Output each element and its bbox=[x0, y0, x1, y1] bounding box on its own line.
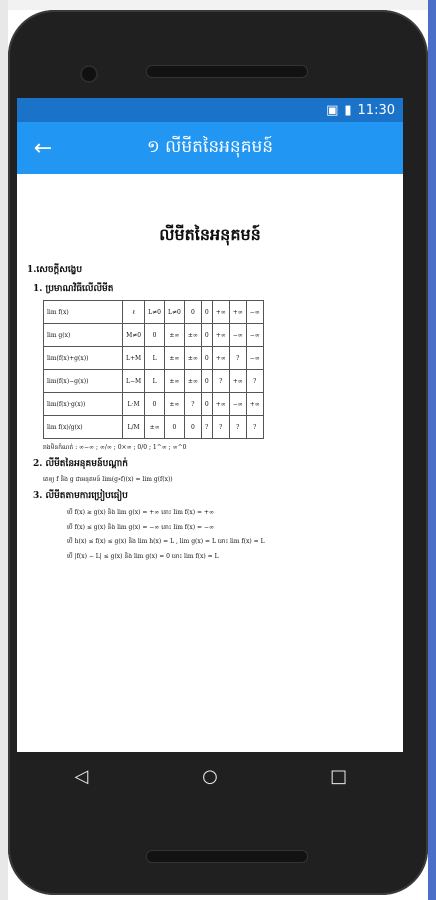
status-time: 11:30 bbox=[357, 102, 395, 118]
table-cell: 0 bbox=[165, 416, 185, 439]
table-cell: ? bbox=[201, 416, 212, 439]
table-cell: 0 bbox=[201, 347, 212, 370]
table-cell: lim(f(x)−g(x)) bbox=[44, 370, 123, 393]
limit-table bbox=[43, 300, 264, 439]
table-cell: +∞ bbox=[212, 347, 229, 370]
table-cell: 0 bbox=[201, 393, 212, 416]
table-cell: ? bbox=[212, 370, 229, 393]
indeterminate-forms: រាងមិនកំណត់ : ∞−∞ ; ∞/∞ ; 0×∞ ; 0/0 ; 1^∞ ; ∞^0 bbox=[43, 444, 187, 451]
table-cell: lim f(x) bbox=[44, 301, 123, 324]
background-right bbox=[428, 0, 436, 900]
table-cell: −∞ bbox=[246, 301, 263, 324]
nav-back-icon[interactable]: ◁ bbox=[74, 765, 89, 787]
back-arrow-icon[interactable]: ← bbox=[33, 135, 53, 161]
table-cell: 0 bbox=[145, 393, 165, 416]
table-row bbox=[44, 324, 264, 347]
bullet-3: បើ h(x) ≤ f(x) ≤ g(x) និង lim h(x) = L , lim g(x) = L នោះ lim f(x) = L bbox=[67, 538, 265, 546]
table-cell: ℓ bbox=[123, 301, 145, 324]
battery-icon: ▮ bbox=[344, 102, 352, 118]
table-cell: lim g(x) bbox=[44, 324, 123, 347]
subsection-operations: 1. ប្រមាណវិធីលើលីមីត bbox=[33, 284, 114, 294]
table-cell: ±∞ bbox=[165, 324, 185, 347]
table-cell: ? bbox=[184, 393, 201, 416]
table-cell: lim(f(x)·g(x)) bbox=[44, 393, 123, 416]
android-nav-bar bbox=[17, 752, 403, 800]
table-cell: L≠0 bbox=[165, 301, 185, 324]
composite-text: គេឲ្យ f និង g ជាអនុគមន៍ lim(g∘f)(x) = lim g(f(x)) bbox=[43, 476, 173, 483]
table-row bbox=[44, 393, 264, 416]
table-cell: ±∞ bbox=[165, 347, 185, 370]
subsection-composite: 2. លីមីតនៃអនុគមន៍បណ្ដាក់ bbox=[33, 459, 128, 469]
table-cell: ±∞ bbox=[165, 370, 185, 393]
nav-home-icon[interactable]: ○ bbox=[202, 765, 218, 787]
table-cell: ±∞ bbox=[184, 347, 201, 370]
browser-strip bbox=[0, 0, 436, 10]
table-cell: L+M bbox=[123, 347, 145, 370]
table-cell: lim(f(x)+g(x)) bbox=[44, 347, 123, 370]
bullet-1: បើ f(x) ≥ g(x) និង lim g(x) = +∞ នោះ lim f(x) = +∞ bbox=[67, 509, 214, 516]
table-cell: 0 bbox=[145, 324, 165, 347]
table-cell: −∞ bbox=[229, 324, 246, 347]
table-cell: ? bbox=[212, 416, 229, 439]
table-cell: ? bbox=[229, 416, 246, 439]
subsection-comparison: 3. លីមីតតាមការប្រៀបធៀប bbox=[33, 491, 128, 501]
app-screen bbox=[17, 98, 403, 752]
table-cell: 0 bbox=[201, 301, 212, 324]
section-summary: 1.សេចក្ដីសង្ខេប bbox=[27, 265, 83, 275]
table-cell: +∞ bbox=[212, 393, 229, 416]
table-cell: 0 bbox=[201, 324, 212, 347]
table-cell: +∞ bbox=[246, 393, 263, 416]
table-cell: +∞ bbox=[229, 301, 246, 324]
table-cell: 0 bbox=[201, 370, 212, 393]
app-title: ១ លីមីតនៃអនុគមន៍ bbox=[146, 136, 274, 157]
table-cell: L/M bbox=[123, 416, 145, 439]
front-camera bbox=[80, 65, 98, 83]
table-cell: ±∞ bbox=[184, 370, 201, 393]
table-cell: −∞ bbox=[246, 347, 263, 370]
status-bar bbox=[17, 98, 403, 122]
bottom-speaker bbox=[146, 850, 308, 863]
table-cell: −∞ bbox=[229, 393, 246, 416]
nav-recents-icon[interactable]: □ bbox=[330, 765, 348, 787]
table-cell: L·M bbox=[123, 393, 145, 416]
table-cell: ? bbox=[246, 370, 263, 393]
table-cell: ±∞ bbox=[145, 416, 165, 439]
doc-title: លីមីតនៃអនុគមន៍ bbox=[159, 225, 261, 244]
app-bar bbox=[17, 122, 403, 174]
table-cell: +∞ bbox=[212, 324, 229, 347]
table-cell: lim f(x)/g(x) bbox=[44, 416, 123, 439]
table-row bbox=[44, 301, 264, 324]
table-row bbox=[44, 416, 264, 439]
table-cell: ±∞ bbox=[165, 393, 185, 416]
table-cell: −∞ bbox=[246, 324, 263, 347]
signal-icon: ▣ bbox=[326, 102, 339, 118]
table-cell: M≠0 bbox=[123, 324, 145, 347]
table-cell: ? bbox=[246, 416, 263, 439]
table-row bbox=[44, 370, 264, 393]
table-cell: 0 bbox=[184, 416, 201, 439]
table-cell: L≠0 bbox=[145, 301, 165, 324]
bullet-2: បើ f(x) ≤ g(x) និង lim g(x) = −∞ នោះ lim f(x) = −∞ bbox=[67, 523, 214, 531]
table-cell: L bbox=[145, 347, 165, 370]
table-cell: ±∞ bbox=[184, 324, 201, 347]
table-cell: +∞ bbox=[212, 301, 229, 324]
table-row bbox=[44, 347, 264, 370]
table-cell: +∞ bbox=[229, 370, 246, 393]
table-cell: 0 bbox=[184, 301, 201, 324]
document-content bbox=[17, 174, 403, 561]
bullet-4: បើ |f(x) − L| ≤ g(x) និង lim g(x) = 0 នោះ lim f(x) = L bbox=[67, 552, 219, 560]
table-cell: ? bbox=[229, 347, 246, 370]
table-cell: L−M bbox=[123, 370, 145, 393]
top-speaker bbox=[146, 65, 308, 78]
background-left bbox=[0, 0, 8, 900]
table-cell: L bbox=[145, 370, 165, 393]
